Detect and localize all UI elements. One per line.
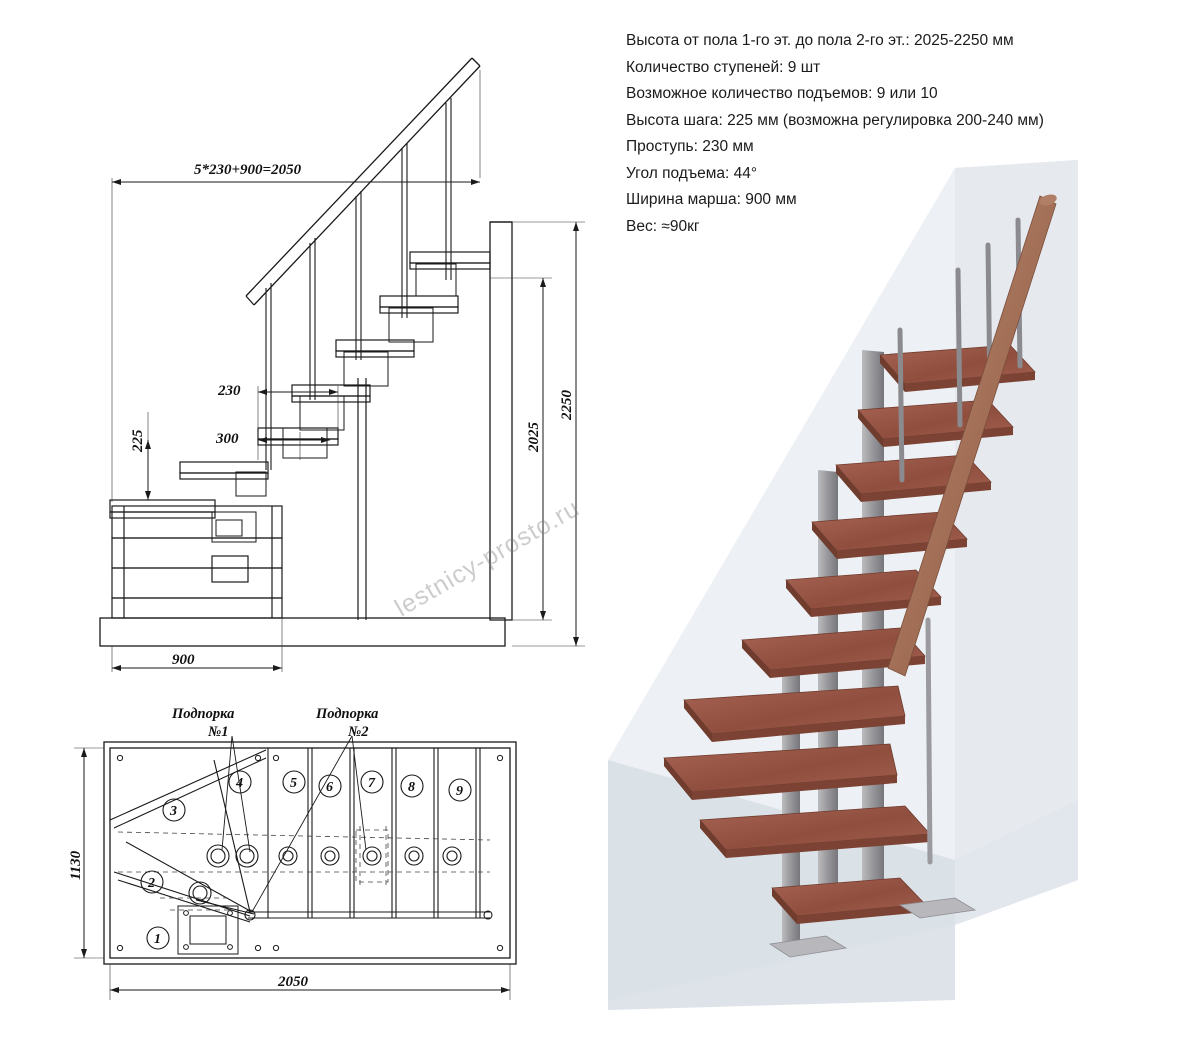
svg-text:6: 6 [326,780,333,795]
dim-width: 900 [172,652,195,668]
svg-text:2: 2 [148,876,155,891]
spec-line-step-height: Высота шага: 225 мм (возможна регулировка 200-240 мм) [626,111,1044,129]
support-2-label-number: №2 [348,724,369,740]
dim-height-outer: 2250 [559,390,575,420]
watermark-text: lestnicy-prosto.ru [390,493,585,623]
support-2-label: Подпорка [316,706,379,722]
spec-line-floor-height: Высота от пола 1-го эт. до пола 2-го эт.: 2025-2250 мм [626,32,1014,49]
plan-tread-dividers [268,748,480,918]
plan-handrail [245,910,492,920]
dim-height-inner: 2025 [526,422,542,452]
dim-top-total: 5*230+900=2050 [194,162,302,178]
dim-tread: 230 [218,383,241,399]
plan-corner-bolts [117,755,502,950]
svg-text:8: 8 [408,780,415,795]
plan-step-numbers [147,776,463,947]
svg-text:5: 5 [290,776,297,791]
svg-text:3: 3 [170,804,177,819]
spec-line-angle: Угол подъема: 44° [626,164,758,182]
support-1-label: Подпорка [172,706,235,722]
svg-text:9: 9 [456,784,463,799]
plan-post-circles [189,845,461,904]
svg-text:1: 1 [154,932,161,947]
plan-mounting-plate [178,906,238,954]
spec-line-step-count: Количество ступеней: 9 шт [626,58,821,76]
svg-text:4: 4 [236,776,243,791]
dim-run: 300 [216,431,239,447]
support-1-label-number: №1 [208,724,229,740]
spec-line-flight-width: Ширина марша: 900 мм [626,191,797,208]
dim-riser: 225 [130,429,146,452]
spec-line-tread: Проступь: 230 мм [626,138,754,155]
dim-plan-depth: 1130 [68,850,84,880]
svg-text:7: 7 [368,776,375,791]
spec-line-possible-risers: Возможное количество подъемов: 9 или 10 [626,85,938,102]
spec-line-weight: Вес: ≈90кг [626,217,700,235]
dim-plan-length: 2050 [278,974,308,990]
